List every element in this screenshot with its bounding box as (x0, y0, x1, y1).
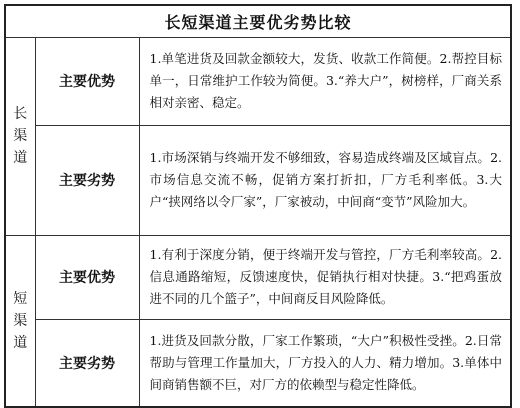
table-title: 长短渠道主要优劣势比较 (5, 5, 511, 37)
table-row (5, 319, 511, 407)
table-row (5, 235, 511, 319)
group-label-short-channel (5, 235, 35, 407)
row-label-advantages: 主要优势 (35, 235, 139, 319)
group-label-char: 道 (13, 150, 28, 166)
row-description: 1.进货及回款分散，厂家工作繁琐，“大户”积极性受挫。2.日常帮助与管理工作量加大，厂方投入的人力、精力增加。3.单体中间商销售额不巨，对厂方的依赖型与稳定性降低。 (139, 319, 511, 407)
group-label-char: 渠 (13, 128, 28, 144)
row-description: 1.市场深销与终端开发不够细致，容易造成终端及区域盲点。2.市场信息交流不畅，促销方案打折扣，厂方毛利率低。3.大户“挟网络以令厂家”，厂家被动，中间商“变节”风险加大。 (139, 125, 511, 235)
row-label-disadvantages: 主要劣势 (35, 125, 139, 235)
row-description: 1.有利于深度分销，便于终端开发与管控，厂方毛利率较高。2.信息通路缩短，反馈速度快，促销执行相对快捷。3.“把鸡蛋放进不同的几个篮子”，中间商反目风险降低。 (139, 235, 511, 319)
table-title-row (5, 5, 511, 37)
row-label-disadvantages: 主要劣势 (35, 319, 139, 407)
group-label-long-channel (5, 37, 35, 235)
table-row (5, 37, 511, 125)
group-label-char: 短 (13, 290, 28, 307)
row-description: 1.单笔进货及回款金额较大，发货、收款工作简便。2.帮控目标单一，日常维护工作较为简便。3.“养大户”，树榜样，厂商关系相对亲密、稳定。 (139, 37, 511, 125)
row-label-advantages: 主要优势 (35, 37, 139, 125)
group-label-char: 长 (13, 106, 28, 122)
comparison-table (4, 4, 512, 408)
group-label-char: 渠 (13, 312, 28, 329)
group-label-char: 道 (13, 334, 28, 351)
table-row (5, 125, 511, 235)
